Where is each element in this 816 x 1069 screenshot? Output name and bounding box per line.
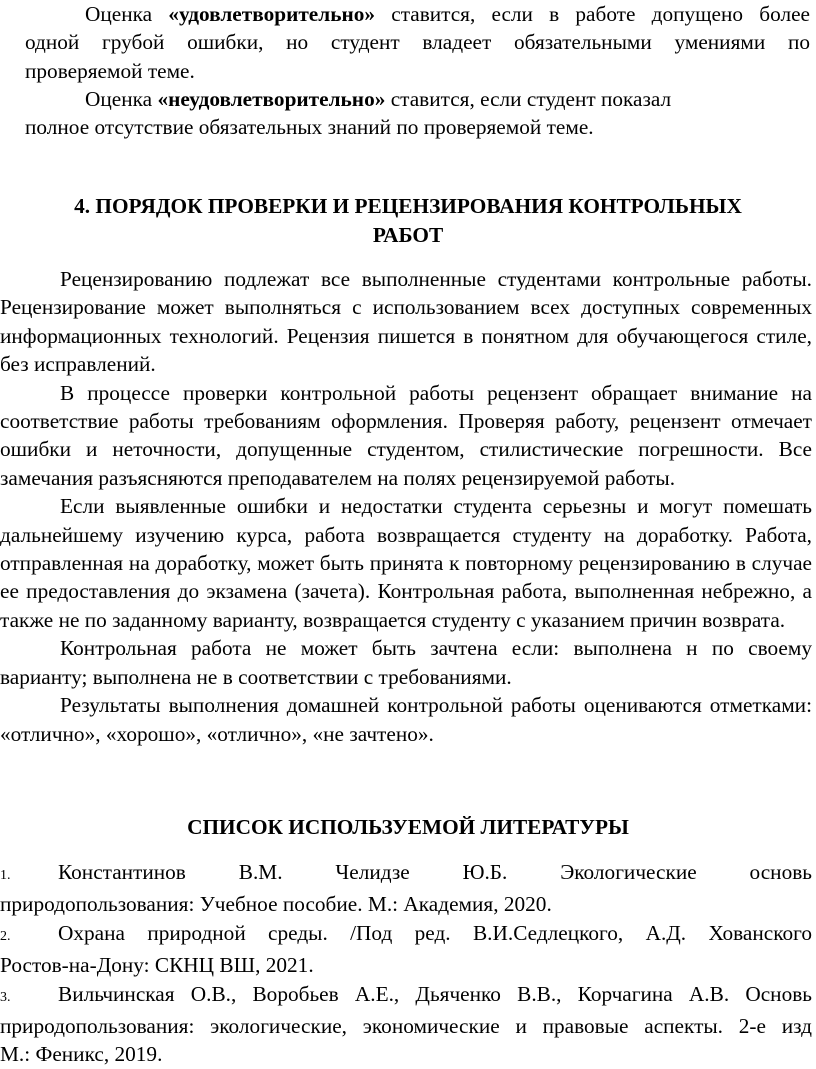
section4-body [0,265,812,748]
literature-item-line3: М.: Феникс, 2019. [0,1042,163,1067]
literature-item-line2: природопользования: Учебное пособие. М.: Академия, 2020. [0,892,552,917]
literature-item-line1 [0,980,812,1012]
literature-item-text: Вильчинская О.В., Воробьев А.Е., Дьяченко В.В., Корчагина А.В. Основь [58,981,812,1006]
section4-paragraph: В процессе проверки контрольной работы рецензент обращает внимание на соответствие работы требованиям оформления. Проверяя работу, рецензент отмечает ошибки и неточности, допущенные студентом, стилистические погрешности. Все замечания разъясняются преподавателем на полях рецензируемой работы. [0,380,812,490]
section4-title-line1: 4. ПОРЯДОК ПРОВЕРКИ И РЕЦЕНЗИРОВАНИЯ КОНТРОЛЬНЫХ [74,194,742,218]
literature-item-text: Охрана природной среды. /Под ред. В.И.Седлецкого, А.Д. Хованского [58,920,812,945]
literature-item-line2: природопользования: экологические, экономические и правовые аспекты. 2-е изд [0,1014,812,1039]
literature-list [0,858,812,1069]
grading-p2-bold: «неудовлетворительно» [157,87,386,111]
grading-unsatisfactory-paragraph [25,85,810,142]
literature-item-line2: Ростов-на-Дону: СКНЦ ВШ, 2021. [0,953,314,978]
literature-item [0,858,812,919]
grading-p2-prefix: Оценка [85,87,158,111]
literature-item [0,980,812,1069]
grading-p1-rest: ставится, если в работе допущено более [375,2,810,26]
literature-item-line1 [0,919,812,951]
literature-item-number: 1. [0,868,11,883]
grading-p1-prefix: Оценка [85,2,169,26]
literature-item-text: Константинов В.М. Челидзе Ю.Б. Экологические основь [58,860,812,884]
grading-satisfactory-paragraph [25,0,810,85]
grading-p2-line2: полное отсутствие обязательных знаний по проверяемой теме. [25,115,594,140]
literature-item-line1 [0,858,812,890]
section4-paragraph: Если выявленные ошибки и недостатки студента серьезны и могут помешать дальнейшему изучению курса, работа возвращается студенту на доработку. Работа, отправленная на доработку, может быть принята к повторному рецензированию в случае ее предоставления до экзамена (зачета). Контрольная работа, выполненная небрежно, а также не по заданному варианту, возвращается студенту с указанием причин возврата. [0,494,812,632]
section4-paragraph: Результаты выполнения домашней контрольной работы оцениваются отметками: «отлично», «хорошо», «отлично», «не зачтено». [0,693,812,746]
grading-p1-line2: одной грубой ошибки, но студент владеет обязательными умениями по [25,30,810,55]
section4-paragraph: Контрольная работа не может быть зачтена если: выполнена н по своему варианту; выполнена не в соответствии с требованиями. [0,636,812,689]
literature-item [0,919,812,980]
section4-title-line2: РАБОТ [372,222,444,247]
grading-p2-line1 [25,85,810,113]
literature-title: СПИСОК ИСПОЛЬЗУЕМОЙ ЛИТЕРАТУРЫ [187,815,629,839]
grading-p1-bold: «удовлетворительно» [168,2,376,26]
section4-paragraph: Рецензированию подлежат все выполненные студентами контрольные работы. Рецензирование может выполняться с использованием всех доступных современных информационных технологий. Рецензия пишется в понятном для обучающегося стиле, без исправлений. [0,267,812,377]
grading-p1-line3: проверяемой теме. [25,58,195,83]
section4-heading [0,192,816,249]
grading-p1-line1 [25,0,810,28]
literature-item-number: 2. [0,928,11,944]
literature-heading [0,813,816,842]
grading-p2-rest: ставится, если студент показал [385,87,672,111]
literature-item-number: 3. [0,989,11,1005]
